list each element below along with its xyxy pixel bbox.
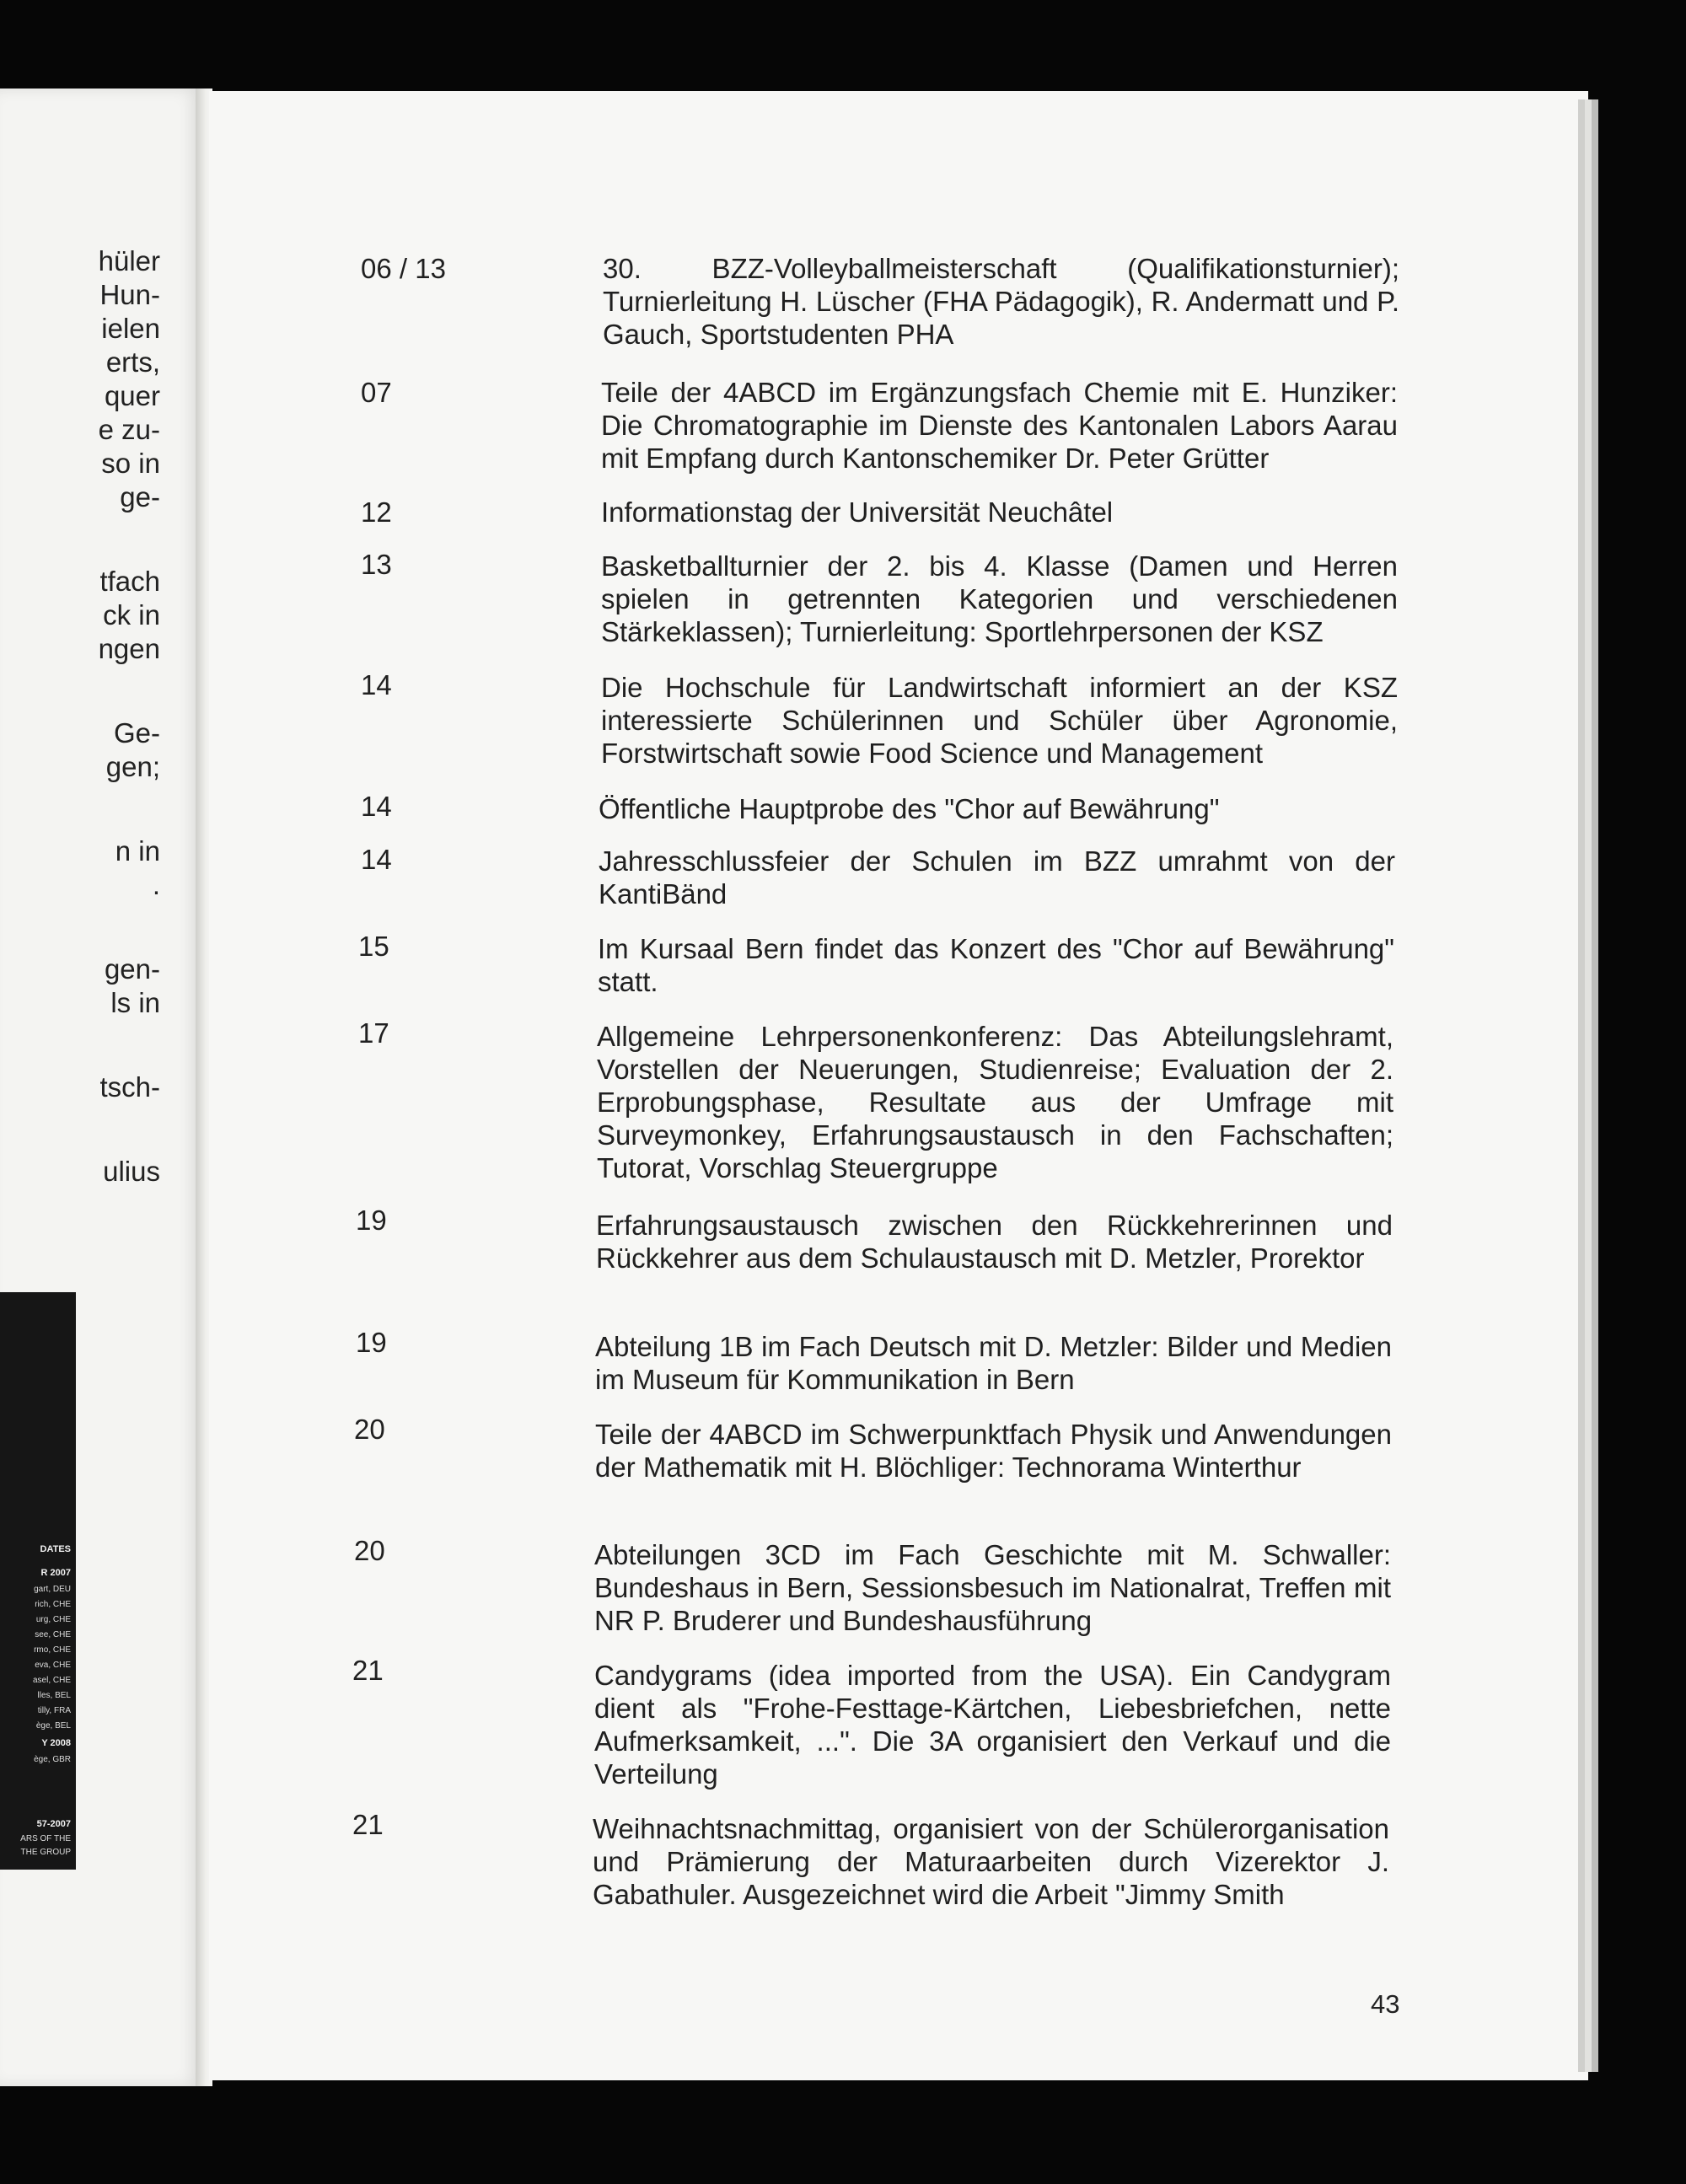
entry-date: 19 <box>356 1327 387 1358</box>
inset-footer-year: 57-2007 <box>36 1819 71 1829</box>
entry-text: Informationstag der Universität Neuchâtel <box>601 496 1114 528</box>
entry-text: Basketballturnier der 2. bis 4. Klasse (Damen und Herren spielen in getrennten Kategorien und verschiedenen Stärkeklassen); Turnierleitung: Sportlehrpersonen der KSZ <box>601 550 1398 647</box>
left-text-fragment: e zu- <box>98 414 160 445</box>
page-number: 43 <box>1371 1989 1400 2019</box>
entry-date: 19 <box>356 1205 387 1236</box>
entry-text: Die Hochschule für Landwirtschaft informiert an der KSZ interessierte Schülerinnen und Schüler über Agronomie, Forstwirtschaft sowie Food Science und Management <box>601 672 1398 769</box>
left-text-fragment: so in <box>101 448 160 479</box>
left-text-fragment: quer <box>104 380 160 411</box>
entry-text: Allgemeine Lehrpersonenkonferenz: Das Abteilungslehramt, Vorstellen der Neuerungen, Studienreise; Evaluation der 2. Erprobungsphase, Resultate aus der Umfrage mit Surveymonkey, Erfahrungsaustausch in den Fachschaften; Tutorat, Vorschlag Steuergruppe <box>597 1021 1393 1183</box>
inset-year: R 2007 <box>40 1568 71 1578</box>
entry-date: 17 <box>358 1017 389 1049</box>
entry-date: 21 <box>352 1655 384 1686</box>
inset-line: ège, BEL <box>35 1721 71 1731</box>
entry-text: Candygrams (idea imported from the USA). Ein Candygram dient als "Frohe-Festtage-Kärtchen, Liebesbriefchen, nette Aufmerksamkeit, ...". Die 3A organisiert den Verkauf und die Verteilung <box>594 1660 1391 1790</box>
entry-date: 20 <box>354 1414 385 1445</box>
entry-date: 06 / 13 <box>361 253 446 284</box>
inset-line: tilly, FRA <box>37 1706 71 1715</box>
left-text-fragment: gen; <box>105 751 160 782</box>
page-edge <box>1578 99 1585 2072</box>
entry-date: 21 <box>352 1809 384 1840</box>
inset-line: rmo, CHE <box>34 1645 71 1655</box>
left-text-fragment: ls in <box>110 987 160 1018</box>
inset-footer-line: THE GROUP <box>20 1848 71 1857</box>
entry-text: Öffentliche Hauptprobe des "Chor auf Bewährung" <box>599 793 1220 824</box>
inset-line: urg, CHE <box>35 1615 71 1624</box>
left-dark-inset <box>0 1292 76 1870</box>
inset-footer-line: ARS OF THE <box>20 1834 71 1843</box>
inset-line: lles, BEL <box>37 1691 71 1700</box>
inset-line: asel, CHE <box>32 1676 71 1685</box>
left-text-fragment: ulius <box>103 1156 160 1187</box>
entry-date: 07 <box>361 377 392 408</box>
left-text-fragment: ielen <box>101 313 160 344</box>
entry-date: 20 <box>354 1535 385 1566</box>
entry-date: 15 <box>358 931 389 962</box>
entry-text: Jahresschlussfeier der Schulen im BZZ umrahmt von der KantiBänd <box>599 845 1395 910</box>
left-text-fragment: ck in <box>103 599 160 631</box>
inset-line: eva, CHE <box>35 1661 71 1670</box>
left-text-fragment: Hun- <box>99 279 160 310</box>
left-text-fragment: Ge- <box>113 717 160 749</box>
entry-text: Abteilungen 3CD im Fach Geschichte mit M. Schwaller: Bundeshaus in Bern, Sessionsbesuch im Nationalrat, Treffen mit NR P. Bruderer und Bundeshausführung <box>594 1539 1391 1636</box>
entry-text: Im Kursaal Bern findet das Konzert des "Chor auf Bewährung" statt. <box>598 933 1394 997</box>
entry-date: 14 <box>361 844 392 875</box>
entry-date: 13 <box>361 549 392 580</box>
entry-date: 12 <box>361 496 392 528</box>
inset-heading: DATES <box>40 1544 71 1554</box>
page-edge <box>1592 99 1598 2072</box>
left-text-fragment: tsch- <box>99 1071 160 1103</box>
entry-text: Erfahrungsaustausch zwischen den Rückkehrerinnen und Rückkehrer aus dem Schulaustausch mit D. Metzler, Prorektor <box>596 1210 1393 1274</box>
entry-text: Abteilung 1B im Fach Deutsch mit D. Metzler: Bilder und Medien im Museum für Kommunikation in Bern <box>595 1331 1392 1395</box>
inset-line: gart, DEU <box>34 1585 71 1594</box>
left-text-fragment: . <box>152 869 160 900</box>
left-text-fragment: ngen <box>98 633 160 664</box>
entry-date: 14 <box>361 669 392 700</box>
page-edge <box>1585 99 1592 2072</box>
left-text-fragment: ge- <box>120 481 160 512</box>
left-page <box>0 89 202 2086</box>
left-text-fragment: tfach <box>99 566 160 597</box>
entry-text: Teile der 4ABCD im Schwerpunktfach Physik und Anwendungen der Mathematik mit H. Blöchliger: Technorama Winterthur <box>595 1419 1392 1483</box>
inset-year: Y 2008 <box>41 1738 71 1748</box>
entry-text: Weihnachtsnachmittag, organisiert von der Schülerorganisation und Prämierung der Maturaarbeiten durch Vizerektor J. Gabathuler. Ausgezeichnet wird die Arbeit "Jimmy Smith <box>593 1813 1389 1910</box>
left-text-fragment: hüler <box>98 245 160 276</box>
inset-line: rich, CHE <box>35 1600 71 1609</box>
left-text-fragment: erts, <box>105 346 160 378</box>
entry-text: 30. BZZ-Volleyballmeisterschaft (Qualifikationsturnier); Turnierleitung H. Lüscher (FHA Pädagogik), R. Andermatt und P. Gauch, Sportstudenten PHA <box>603 253 1399 350</box>
entry-date: 14 <box>361 791 392 822</box>
left-text-fragment: gen- <box>104 953 160 985</box>
entry-text: Teile der 4ABCD im Ergänzungsfach Chemie mit E. Hunziker: Die Chromatographie im Dienste des Kantonalen Labors Aarau mit Empfang durch Kantonschemiker Dr. Peter Grütter <box>601 377 1398 474</box>
inset-line: see, CHE <box>35 1630 71 1639</box>
left-text-fragment: n in <box>115 835 160 867</box>
inset-line: ège, GBR <box>34 1755 71 1764</box>
